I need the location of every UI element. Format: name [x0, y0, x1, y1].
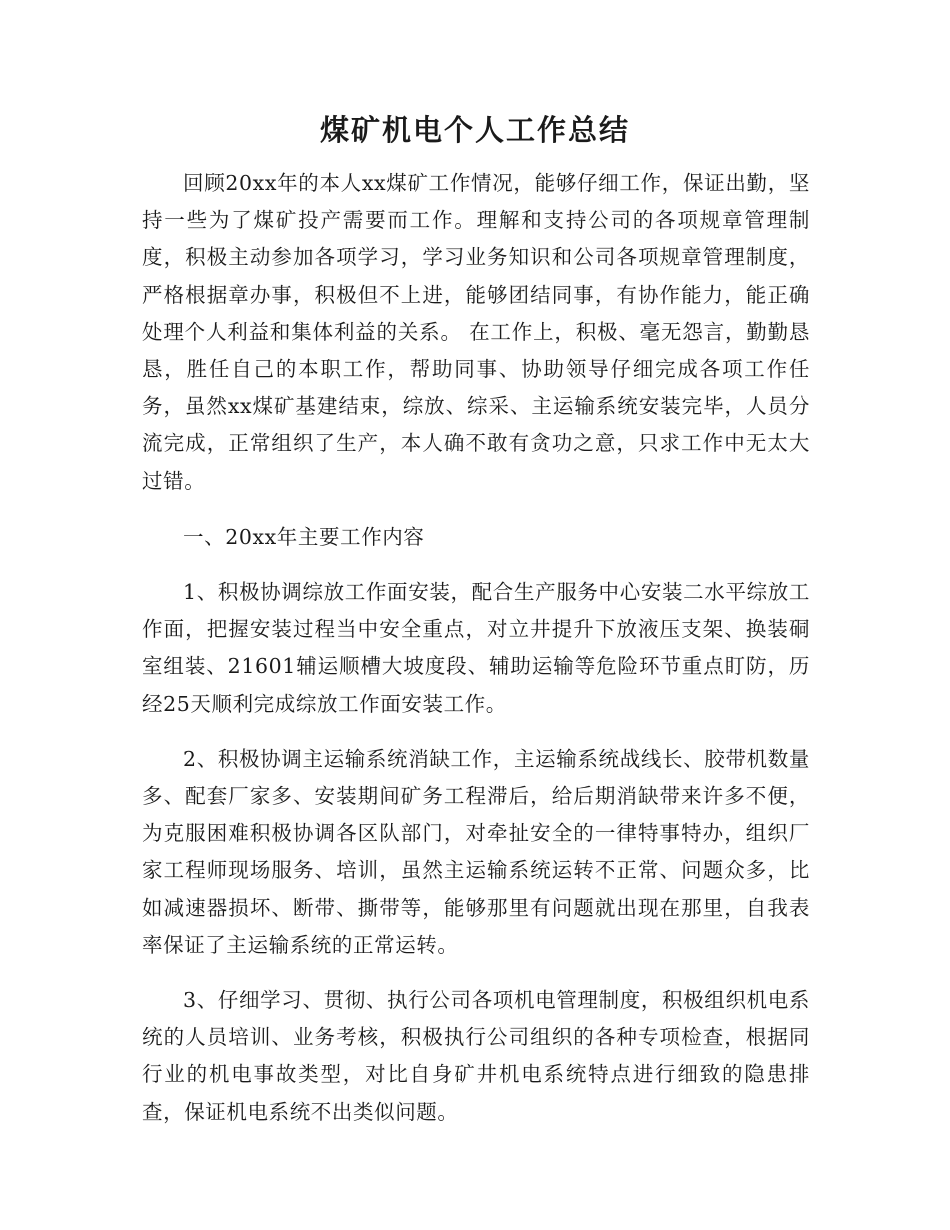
paragraph-item-3: 3、仔细学习、贯彻、执行公司各项机电管理制度，积极组织机电系统的人员培训、业务考核，积极执行公司组织的各种专项检查，根据同行业的机电事故类型，对比自身矿井机电系统特点进行细致的隐患排查，保证机电系统不出类似问题。 [142, 988, 810, 1124]
section-heading: 一、20xx年主要工作内容 [183, 524, 425, 549]
document-title: 煤矿机电个人工作总结 [319, 113, 630, 147]
paragraph-item-2: 2、积极协调主运输系统消缺工作，主运输系统战线长、胶带机数量多、配套厂家多、安装期间矿务工程滞后，给后期消缺带来许多不便，为克服困难积极协调各区队部门，对牵扯安全的一律特事特办，组织厂家工程师现场服务、培训，虽然主运输系统运转不正常、问题众多，比如减速器损坏、断带、撕带等，能够那里有问题就出现在那里，自我表率保证了主运输系统的正常运转。 [142, 746, 810, 957]
paragraph-item-1: 1、积极协调综放工作面安装，配合生产服务中心安装二水平综放工作面，把握安装过程当中安全重点，对立井提升下放液压支架、换装硐室组装、21601辅运顺槽大坡度段、辅助运输等危险环节重点盯防，历经25天顺利完成综放工作面安装工作。 [142, 580, 810, 716]
paragraph-intro: 回顾20xx年的本人xx煤矿工作情况，能够仔细工作，保证出勤，坚持一些为了煤矿投产需要而工作。理解和支持公司的各项规章管理制度，积极主动参加各项学习，学习业务知识和公司各项规章管理制度，严格根据章办事，积极但不上进，能够团结同事，有协作能力，能正确处理个人利益和集体利益的关系。 在工作上，积极、毫无怨言，勤勤恳恳，胜任自己的本职工作，帮助同事、协助领导仔细完成各项工作任务，虽然xx煤矿基建结束，综放、综采、主运输系统安装完毕，人员分流完成，正常组织了生产，本人确不敢有贪功之意，只求工作中无太大过错。 [142, 171, 810, 493]
document-body [142, 165, 810, 1131]
